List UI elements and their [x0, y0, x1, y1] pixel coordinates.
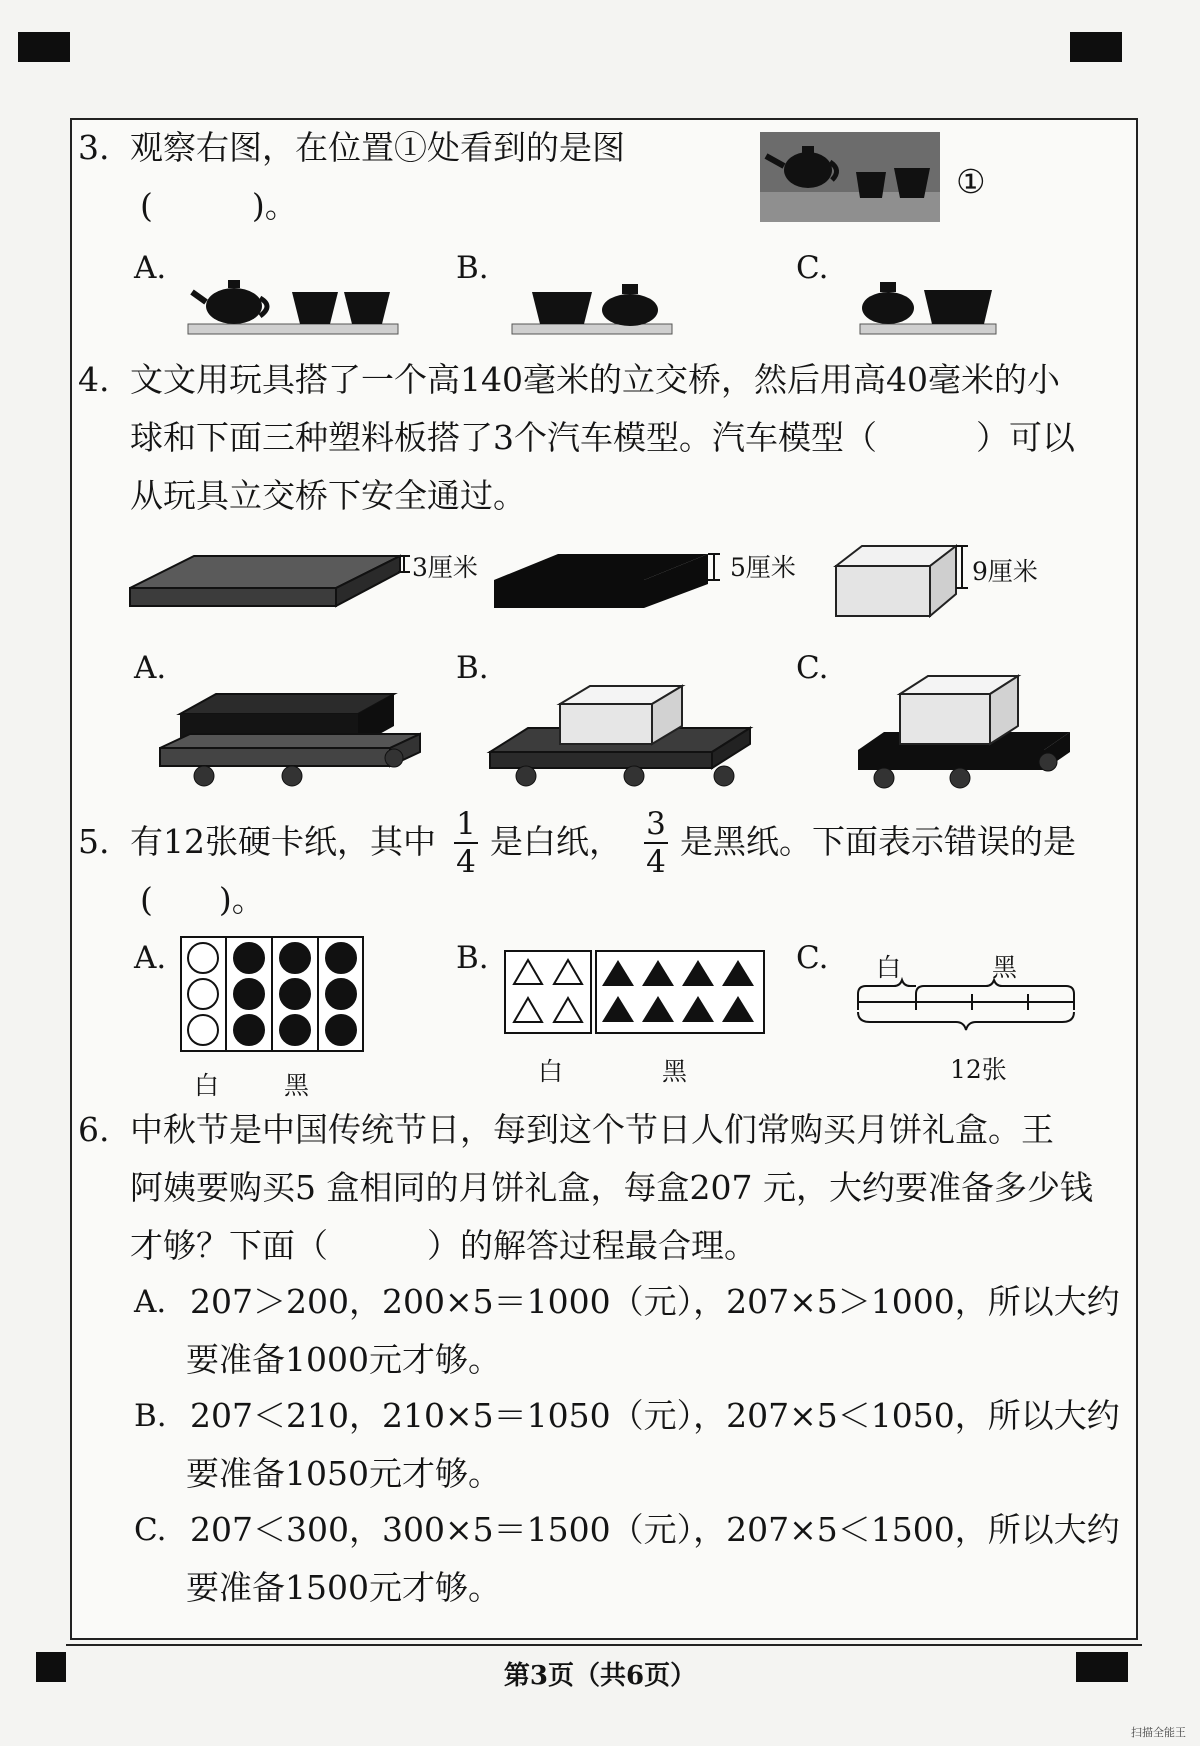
- option-c-black-label: 黑: [992, 953, 1018, 982]
- question-text-line-3: 从玩具立交桥下安全通过。: [130, 476, 526, 515]
- board-5cm: [492, 550, 732, 620]
- answer-blank[interactable]: ( )。: [140, 880, 265, 919]
- board-label-3cm: 3厘米: [412, 553, 478, 582]
- option-b-label[interactable]: B.: [134, 1398, 167, 1434]
- option-a-black-label: 黑: [284, 1071, 310, 1100]
- question-number: 4.: [78, 360, 110, 399]
- fraction-numerator: 3: [646, 806, 666, 842]
- option-a-white-label: 白: [194, 1071, 220, 1100]
- option-b-label[interactable]: B.: [456, 940, 489, 976]
- option-a-circle-grid[interactable]: [180, 936, 366, 1056]
- board-label-5cm: 5厘米: [730, 553, 796, 582]
- option-c-text-line-2: 要准备1500元才够。: [186, 1568, 501, 1607]
- option-b-text-line-1: 207＜210，210×5＝1050（元），207×5＜1050，所以大约: [190, 1396, 1120, 1435]
- option-a-label[interactable]: A.: [134, 940, 167, 976]
- question-text-line-3: 才够？下面（ ）的解答过程最合理。: [130, 1226, 757, 1265]
- option-c-segment-diagram[interactable]: [856, 978, 1096, 1058]
- answer-blank[interactable]: ( )。: [140, 186, 298, 225]
- board-label-9cm: 9厘米: [972, 557, 1038, 586]
- option-c-label[interactable]: C.: [134, 1512, 167, 1548]
- board-3cm: [128, 550, 408, 620]
- question-text-line-2: 球和下面三种塑料板搭了3个汽车模型。汽车模型（ ）可以: [130, 418, 1075, 457]
- option-a-text-line-2: 要准备1000元才够。: [186, 1340, 501, 1379]
- option-b-white-label: 白: [538, 1057, 564, 1086]
- question-text-line-1: 文文用玩具搭了一个高140毫米的立交桥，然后用高40毫米的小: [130, 360, 1060, 399]
- option-a-label[interactable]: A.: [134, 250, 167, 286]
- option-b-label[interactable]: B.: [456, 250, 489, 286]
- fraction-one-quarter: [454, 808, 478, 878]
- option-a-car-model[interactable]: [158, 686, 428, 790]
- option-b-text-line-2: 要准备1050元才够。: [186, 1454, 501, 1493]
- fraction-denominator: 4: [456, 844, 476, 880]
- registration-mark-top-left: [18, 32, 70, 62]
- question-text-line-1: 中秋节是中国传统节日，每到这个节日人们常购买月饼礼盒。王: [130, 1110, 1054, 1149]
- fraction-denominator: 4: [646, 844, 666, 880]
- question-text-line-2: 阿姨要购买5 盒相同的月饼礼盒，每盒207 元，大约要准备多少钱: [130, 1168, 1093, 1207]
- option-a-image-teapot-and-cups[interactable]: [188, 272, 398, 340]
- question-text-part-2: 是白纸，: [490, 822, 622, 861]
- registration-mark-top-right: [1070, 32, 1122, 62]
- question-text-part-1: 有12张硬卡纸，其中: [130, 822, 436, 861]
- option-a-text-line-1: 207＞200，200×5＝1000（元），207×5＞1000，所以大约: [190, 1282, 1120, 1321]
- option-c-text-line-1: 207＜300，300×5＝1500（元），207×5＜1500，所以大约: [190, 1510, 1120, 1549]
- scanner-watermark: 扫描全能王: [1131, 1726, 1186, 1739]
- option-c-label[interactable]: C.: [796, 940, 829, 976]
- option-a-label[interactable]: A.: [134, 650, 167, 686]
- option-b-black-label: 黑: [662, 1057, 688, 1086]
- option-a-label[interactable]: A.: [134, 1284, 167, 1320]
- fraction-numerator: 1: [456, 806, 476, 842]
- option-c-image-teapot-and-bowl[interactable]: [858, 278, 998, 342]
- question-number: 5.: [78, 822, 110, 861]
- option-c-label[interactable]: C.: [796, 650, 829, 686]
- option-c-white-label: 白: [876, 953, 902, 982]
- option-b-car-model[interactable]: [488, 670, 758, 790]
- option-b-triangle-groups[interactable]: [504, 950, 766, 1036]
- option-c-label[interactable]: C.: [796, 250, 829, 286]
- question-text: 观察右图，在位置①处看到的是图: [130, 128, 625, 167]
- option-b-label[interactable]: B.: [456, 650, 489, 686]
- question-number: 3.: [78, 128, 110, 167]
- page-number-footer: 第3页（共6页）: [503, 1661, 697, 1691]
- option-c-total-label: 12张: [950, 1055, 1007, 1084]
- question-text-part-3: 是黑纸。下面表示错误的是: [680, 822, 1076, 861]
- fraction-three-quarters: [644, 808, 668, 878]
- option-c-car-model[interactable]: [856, 666, 1076, 790]
- teaset-photo: [760, 132, 940, 222]
- board-9cm: [834, 542, 994, 622]
- option-b-image-cup-and-teapot-front[interactable]: [512, 278, 672, 342]
- position-marker: ①: [956, 162, 986, 201]
- question-number: 6.: [78, 1110, 110, 1149]
